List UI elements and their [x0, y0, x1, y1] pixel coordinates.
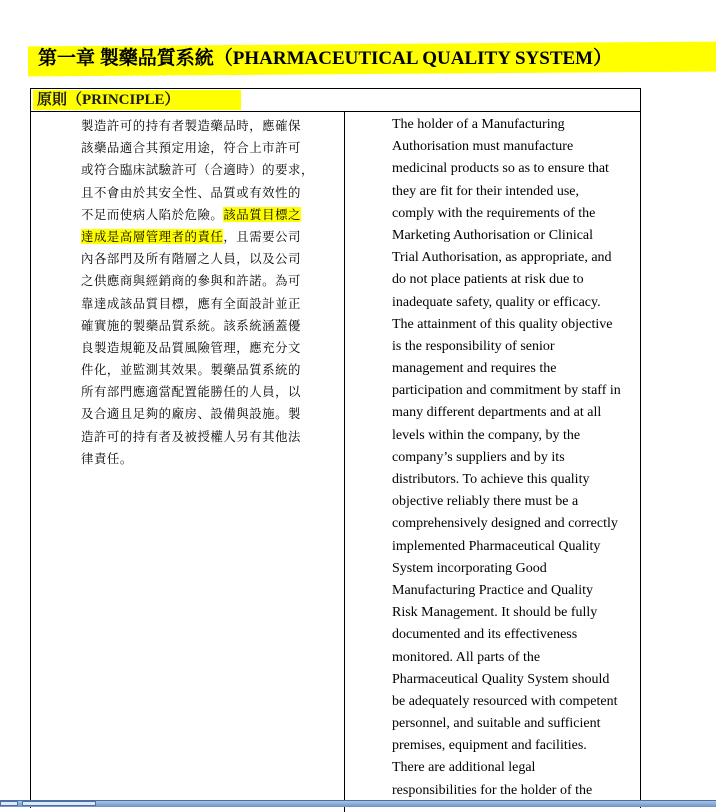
principle-heading: 原則（PRINCIPLE） — [37, 92, 180, 108]
chinese-line: 確實施的製藥品質系統。該系統涵蓋優 — [81, 317, 301, 333]
english-line: comply with the requirements of the — [392, 205, 596, 221]
column-divider — [344, 112, 345, 812]
english-line: objective reliably there must be a — [392, 494, 579, 510]
chinese-line: 製造許可的持有者製造藥品時，應確保 — [81, 118, 301, 133]
english-column — [392, 114, 644, 802]
chinese-column — [81, 115, 339, 470]
chinese-line: 且不會由於其安全性、品質或有效性的 — [81, 184, 301, 200]
english-line: comprehensively designed and correctly — [392, 516, 618, 532]
english-line: Trial Authorisation, as appropriate, and — [392, 250, 612, 266]
english-line: they are fit for their intended use, — [392, 183, 579, 199]
english-line: Marketing Authorisation or Clinical — [392, 227, 594, 243]
english-line: management and requires the — [392, 361, 557, 377]
chinese-line — [81, 204, 339, 226]
english-line: There are additional legal — [392, 760, 536, 776]
english-line: do not place patients at risk due to — [392, 272, 584, 288]
english-line: levels within the company, by the — [392, 427, 581, 443]
highlighted-text: 達成是高層管理者的責任 — [81, 228, 224, 244]
english-line: many different departments and at all — [392, 405, 602, 421]
english-line: The attainment of this quality objective — [392, 316, 613, 332]
chinese-line — [81, 226, 339, 248]
table-header-row — [31, 89, 640, 112]
chinese-line: 造許可的持有者及被授權人另有其他法 — [81, 428, 301, 444]
chinese-line: 或符合臨床試驗許可（合適時）的要求， — [81, 162, 314, 178]
english-line: premises, equipment and facilities. — [392, 738, 587, 754]
english-line: The holder of a Manufacturing — [392, 117, 565, 132]
taskbar-button[interactable] — [0, 801, 18, 806]
english-line: be adequately resourced with competent — [392, 693, 618, 709]
english-line: Authorisation must manufacture — [392, 139, 574, 155]
chinese-line: 律責任。 — [81, 450, 133, 466]
english-line: participation and commitment by staff in — [392, 383, 621, 399]
english-line: medicinal products so as to ensure that — [392, 161, 609, 177]
chinese-line: 靠達成該品質目標，應有全面設計並正 — [81, 295, 301, 311]
taskbar-button[interactable] — [22, 801, 96, 806]
english-line: is the responsibility of senior — [392, 338, 555, 354]
english-line: company’s suppliers and by its — [392, 449, 565, 465]
chinese-line: 件化，並監測其效果。製藥品質系統的 — [81, 362, 301, 378]
principle-table — [30, 88, 641, 808]
chinese-line: 之供應商與經銷商的參與和許諾。為可 — [81, 273, 301, 289]
chinese-text: ，且需要公司 — [223, 228, 302, 244]
chinese-text: 不足而使病人陷於危險。 — [81, 206, 224, 222]
english-line: Manufacturing Practice and Quality — [392, 582, 593, 598]
english-line: monitored. All parts of the — [392, 649, 541, 665]
chinese-line: 內各部門及所有階層之人員，以及公司 — [81, 251, 301, 267]
chinese-line: 良製造規範及品質風險管理，應充分文 — [81, 339, 301, 355]
english-line: documented and its effectiveness — [392, 627, 578, 643]
chinese-line: 及合適且足夠的廠房、設備與設施。製 — [81, 406, 301, 422]
english-line: System incorporating Good — [392, 560, 547, 576]
chinese-line: 所有部門應適當配置能勝任的人員，以 — [81, 384, 301, 400]
chinese-line: 該藥品適合其預定用途，符合上市許可 — [81, 140, 301, 156]
english-line: Risk Management. It should be fully — [392, 605, 598, 621]
highlighted-text: 該品質目標之 — [223, 206, 302, 222]
english-line: implemented Pharmaceutical Quality — [392, 538, 601, 554]
english-line: distributors. To achieve this quality — [392, 472, 590, 487]
english-line: Pharmaceutical Quality System should — [392, 671, 610, 687]
chapter-title: 第一章 製藥品質系統（PHARMACEUTICAL QUALITY SYSTEM） — [38, 48, 613, 69]
english-line: personnel, and suitable and sufficient — [392, 716, 601, 732]
english-line: responsibilities for the holder of the — [392, 782, 593, 798]
english-line: inadequate safety, quality or efficacy. — [392, 294, 601, 310]
